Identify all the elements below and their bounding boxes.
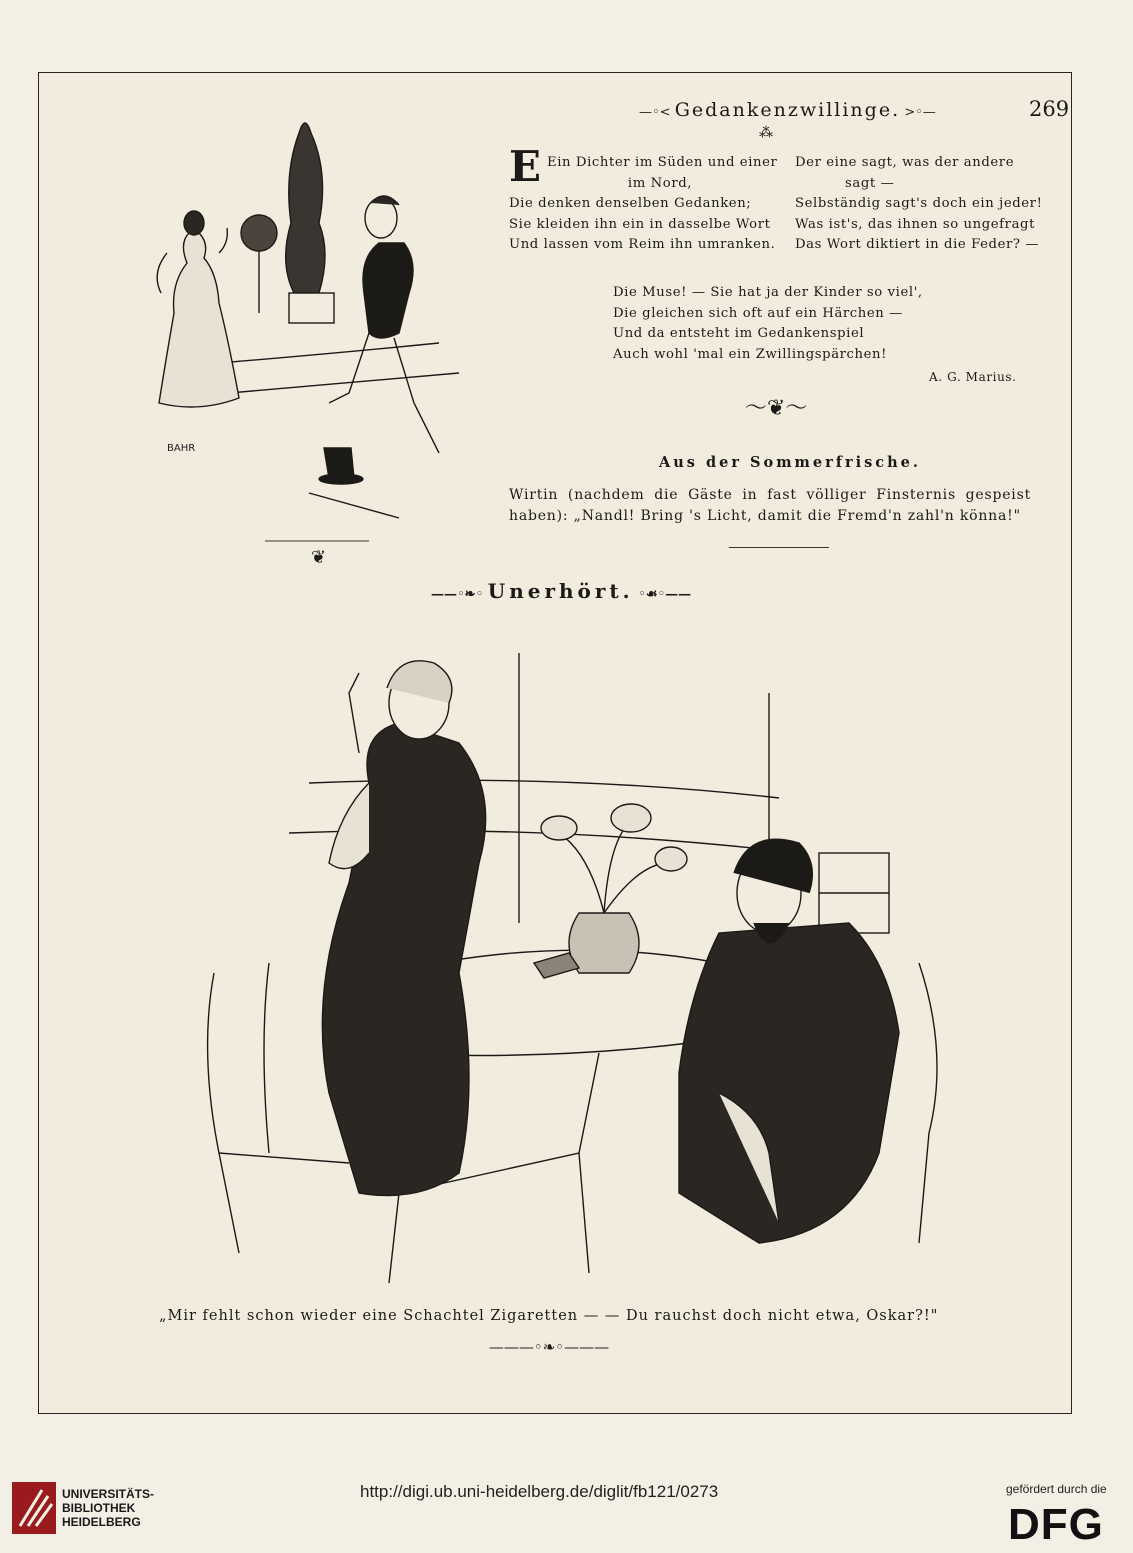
- library-name-line: UNIVERSITÄTS-: [62, 1487, 155, 1501]
- poem-third-stanza: [613, 283, 953, 365]
- poem-line: Sie kleiden ihn ein in dasselbe Wort: [509, 216, 771, 232]
- section3-title: Unerhört.: [487, 579, 634, 603]
- header-ornament-left: —◦<: [639, 105, 675, 120]
- funding-caption: gefördert durch die: [1006, 1482, 1107, 1496]
- library-name-line: BIBLIOTHEK: [62, 1501, 136, 1515]
- header-title: Gedankenzwillinge.: [674, 99, 901, 121]
- poem-left-column: [509, 153, 778, 256]
- poem-line: Die Muse! — Sie hat ja der Kinder so viel',: [613, 285, 923, 300]
- poem-line: Und da entsteht im Gedankenspiel: [613, 326, 865, 341]
- poem-line: Und lassen vom Reim ihn umranken.: [509, 237, 776, 252]
- illustration-signature: BAHR: [167, 443, 196, 454]
- illustration-couple: [79, 93, 479, 568]
- poem-author: A. G. Marius.: [929, 370, 1017, 384]
- poem-line: Die denken denselben Gedanken;: [509, 196, 752, 211]
- bottom-ornament: ———◦❧◦———: [488, 1338, 610, 1356]
- dfg-logo: DFG: [1008, 1500, 1104, 1549]
- title-ornament-left: ——◦❧◦: [431, 587, 488, 602]
- section2-text: Wirtin (nachdem die Gäste in fast völliger Finsternis gespeist haben): „Nandl! Bring 's Licht, damit die Fremd'n zahl'n könna!": [509, 487, 1031, 524]
- library-name-line: HEIDELBERG: [62, 1515, 141, 1529]
- poem-line: Selbständig sagt's doch ein jeder!: [795, 196, 1043, 211]
- poem-line: Das Wort diktiert in die Feder? —: [795, 237, 1040, 252]
- page-frame: [38, 72, 1072, 1414]
- ornament-small: ⁂: [759, 125, 773, 141]
- poem-line: Ein Dichter im Süden und einer: [547, 155, 778, 170]
- section3-title-row: [431, 579, 701, 603]
- illustration-caption: „Mir fehlt schon wieder eine Schachtel Zigaretten — — Du rauchst doch nicht etwa, Oskar?!": [159, 1308, 939, 1324]
- running-header: [639, 99, 1069, 123]
- drop-cap: E: [509, 142, 542, 191]
- ornament-vignette: 〜❦〜: [745, 396, 808, 421]
- poem-line: Die gleichen sich oft auf ein Härchen —: [613, 305, 903, 321]
- illustration-table-scene: [159, 633, 979, 1303]
- poem-line: sagt —: [845, 175, 895, 191]
- header-ornament-right: >◦—: [900, 105, 936, 120]
- library-logo-icon: [12, 1482, 56, 1534]
- poem-line: Was ist's, das ihnen so ungefragt: [795, 216, 1035, 232]
- svg-text:❦: ❦: [311, 547, 327, 568]
- section2-title: Aus der Sommerfrische.: [659, 454, 921, 471]
- library-name: [62, 1487, 154, 1529]
- poem-line: Auch wohl 'mal ein Zwillingspärchen!: [613, 346, 888, 362]
- divider-rule: [729, 547, 829, 548]
- poem-line: im Nord,: [627, 175, 693, 191]
- poem-line: Der eine sagt, was der andere: [795, 155, 1015, 170]
- page-number: 269: [1029, 97, 1070, 121]
- source-url-link[interactable]: http://digi.ub.uni-heidelberg.de/diglit/fb121/0273: [360, 1482, 719, 1501]
- poem-right-column: [795, 153, 1057, 256]
- title-ornament-right: ◦☙◦——: [633, 587, 692, 602]
